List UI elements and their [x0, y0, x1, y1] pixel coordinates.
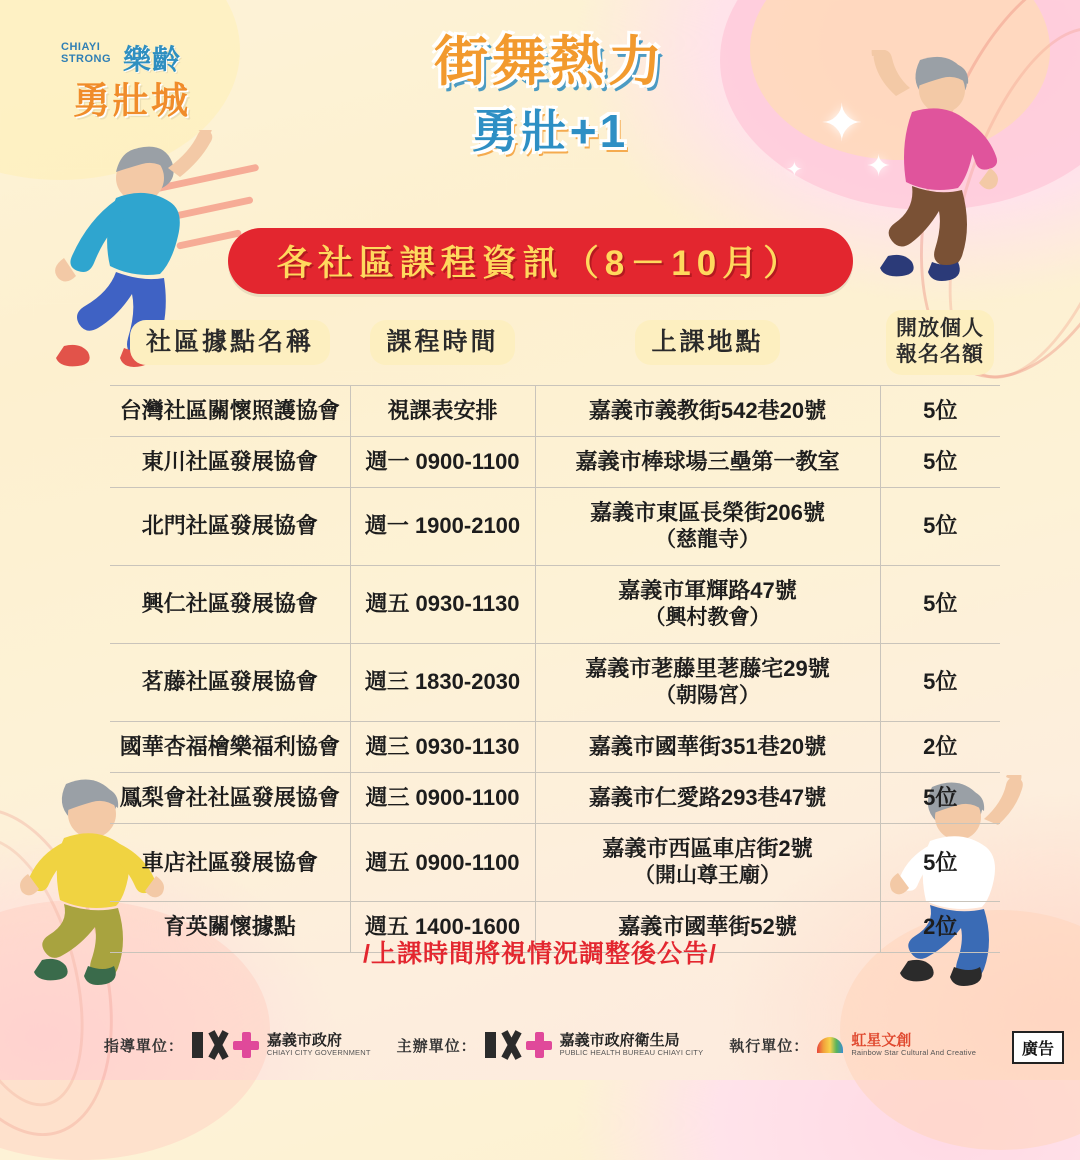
headline-line1: 街舞熱力 [434, 32, 666, 92]
cell-name: 東川社區發展協會 [110, 436, 350, 487]
logo-zh-top: 樂齡 [123, 44, 182, 75]
cell-place-line2: （慈龍寺） [655, 527, 760, 551]
cell-place-line1: 嘉義市棒球場三壘第一教室 [575, 448, 840, 474]
footer-credits [0, 1032, 1080, 1058]
cell-quota: 5位 [880, 487, 1000, 565]
footer-host-name: 嘉義市政府衛生局 PUBLIC HEALTH BUREAU CHIAYI CITY [559, 1032, 704, 1058]
cell-quota: 5位 [880, 385, 1000, 436]
table-header [110, 310, 1000, 385]
cell-time: 週五 0900-1100 [350, 824, 535, 902]
section-title-banner [228, 228, 853, 294]
cell-place [535, 643, 880, 721]
cell-name: 茗藤社區發展協會 [110, 643, 350, 721]
table-header-cell-name [110, 310, 350, 385]
headline-line2: 勇壯+1 [471, 104, 629, 157]
cell-name: 國華杏福檜樂福利協會 [110, 721, 350, 772]
cell-time: 週一 0900-1100 [350, 436, 535, 487]
cell-place-line2: （開山尊王廟） [634, 864, 781, 888]
brand-logo [55, 36, 235, 121]
cell-time: 週三 0930-1130 [350, 721, 535, 772]
logo-english-line2: STRONG [61, 52, 112, 65]
table-header-cell-place [535, 310, 880, 385]
header-quota-line1: 開放個人 [896, 317, 984, 340]
footer-guide-label: 指導單位： [103, 1037, 184, 1055]
cell-name: 育英關懷據點 [110, 902, 350, 953]
footer-exec-group [729, 1032, 976, 1058]
cell-time: 週一 1900-2100 [350, 487, 535, 565]
cell-time: 週五 0930-1130 [350, 565, 535, 643]
cell-name: 興仁社區發展協會 [110, 565, 350, 643]
chiayi-city-government-logo-icon [192, 1032, 259, 1058]
table-body [110, 385, 1000, 953]
table-header-cell-time [350, 310, 535, 385]
cell-place-line1: 嘉義市荖藤里荖藤宅29號 [585, 655, 830, 681]
table-row [110, 721, 1000, 772]
cell-place-line1: 嘉義市軍輝路47號 [618, 577, 797, 603]
cell-quota: 5位 [880, 643, 1000, 721]
logo-english-line1: CHIAYI [61, 41, 101, 53]
poster-headline [400, 34, 700, 161]
cell-name: 車店社區發展協會 [110, 824, 350, 902]
public-health-bureau-logo-icon [485, 1032, 552, 1058]
cell-quota: 2位 [880, 902, 1000, 953]
course-table-container [110, 310, 1000, 953]
cell-place [535, 385, 880, 436]
table-header-cell-quota [880, 310, 1000, 385]
cell-place [535, 487, 880, 565]
cell-name: 台灣社區關懷照護協會 [110, 385, 350, 436]
cell-place-line1: 嘉義市仁愛路293巷47號 [588, 785, 827, 811]
cell-time: 週三 0900-1100 [350, 773, 535, 824]
cell-place-line1: 嘉義市東區長榮街206號 [590, 499, 825, 525]
header-pill-quota [886, 310, 994, 375]
cell-place [535, 824, 880, 902]
cell-quota: 5位 [880, 773, 1000, 824]
cell-name: 鳳梨會社社區發展協會 [110, 773, 350, 824]
rainbow-star-logo-icon [817, 1037, 843, 1053]
sparkle-icon: ✦ [866, 150, 892, 183]
section-title-text: 各社區課程資訊（8－10月） [276, 244, 805, 283]
header-quota-line2: 報名名額 [896, 343, 984, 367]
table-row [110, 487, 1000, 565]
schedule-note: /上課時間將視情況調整後公告/ [363, 940, 717, 968]
cell-place-line1: 嘉義市國華街351巷20號 [588, 733, 827, 759]
logo-english [61, 42, 111, 65]
header-pill-place: 上課地點 [635, 320, 779, 365]
footer-guide-name: 嘉義市政府 CHIAYI CITY GOVERNMENT [266, 1032, 371, 1058]
table-row [110, 565, 1000, 643]
table-row [110, 385, 1000, 436]
advertisement-badge: 廣告 [1012, 1031, 1064, 1064]
cell-place [535, 565, 880, 643]
table-header-row [110, 310, 1000, 385]
footer-host-group [397, 1032, 704, 1058]
footer-exec-label: 執行單位： [729, 1037, 810, 1055]
cell-time: 週五 1400-1600 [350, 902, 535, 953]
cell-time: 視課表安排 [350, 385, 535, 436]
header-pill-name: 社區據點名稱 [130, 320, 330, 365]
cell-place-line2: （興村教會） [644, 606, 771, 629]
cell-place-line1: 嘉義市西區車店街2號 [602, 836, 813, 862]
cell-quota: 5位 [880, 824, 1000, 902]
table-row [110, 436, 1000, 487]
cell-place [535, 773, 880, 824]
table-row [110, 773, 1000, 824]
cell-quota: 5位 [880, 565, 1000, 643]
dancer-illustration-right-top [850, 50, 1040, 320]
sparkle-icon: ✦ [820, 95, 864, 153]
table-row [110, 643, 1000, 721]
cell-name: 北門社區發展協會 [110, 487, 350, 565]
dancer-svg [850, 50, 1040, 320]
logo-zh-bottom: 勇壯城 [73, 80, 190, 121]
cell-place-line2: （朝陽宮） [655, 684, 760, 708]
cell-place [535, 721, 880, 772]
footer-exec-name: 虹星文創 Rainbow Star Cultural And Creative [851, 1032, 977, 1058]
table-row [110, 824, 1000, 902]
footer-guide-group [104, 1032, 371, 1058]
sparkle-icon: ✦ [786, 159, 803, 181]
footer-host-name-en: PUBLIC HEALTH BUREAU CHIAYI CITY [559, 1048, 704, 1058]
cell-place-line1: 嘉義市義教街542巷20號 [588, 397, 827, 423]
cell-quota: 2位 [880, 721, 1000, 772]
cell-place-line1: 嘉義市國華街52號 [618, 914, 797, 940]
footer-exec-name-en: Rainbow Star Cultural And Creative [851, 1048, 977, 1058]
footer-host-label: 主辦單位： [396, 1037, 477, 1055]
course-table [110, 310, 1000, 953]
cell-place [535, 436, 880, 487]
footer-guide-name-en: CHIAYI CITY GOVERNMENT [266, 1048, 371, 1058]
header-pill-time: 課程時間 [370, 320, 514, 365]
cell-quota: 5位 [880, 436, 1000, 487]
cell-time: 週三 1830-2030 [350, 643, 535, 721]
